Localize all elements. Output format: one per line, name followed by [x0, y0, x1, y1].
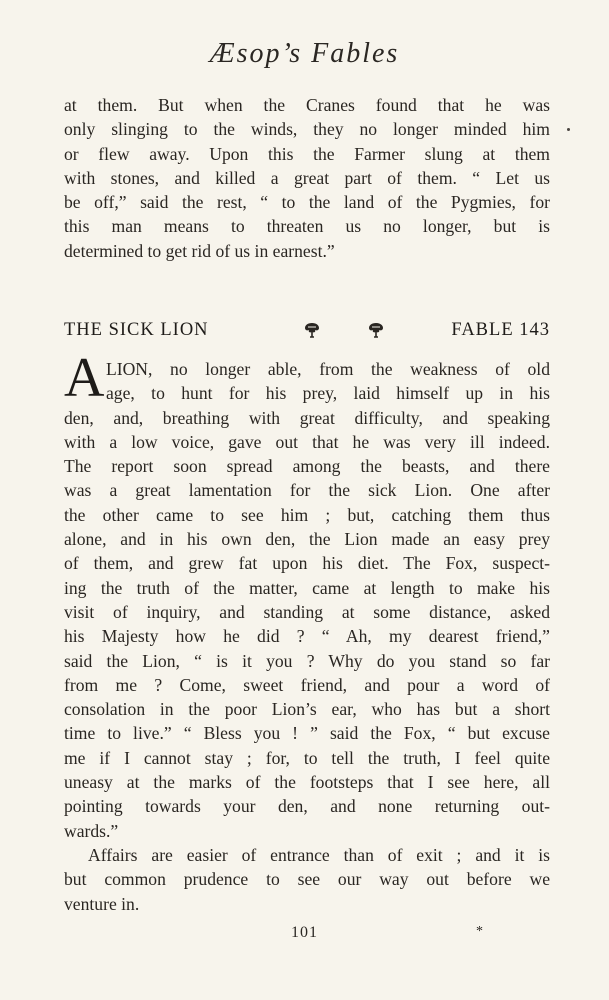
text-line: The report soon spread among the beasts, and there: [64, 456, 550, 477]
text-line: visit of inquiry, and standing at some distance, asked: [64, 601, 550, 622]
fable-number: FABLE 143: [451, 320, 550, 340]
text-line: from me ? Come, sweet friend, and pour a word of: [64, 674, 550, 695]
text-line: his Majesty how he did ? “ Ah, my dearest friend,”: [64, 626, 550, 647]
text-line: was a great lamentation for the sick Lion. One after: [64, 480, 550, 501]
text-line: consolation in the poor Lion’s ear, who has but a short: [64, 699, 550, 720]
text-line: determined to get rid of us in earnest.”: [64, 240, 335, 261]
text-line: age, to hunt for his prey, laid himself up in his: [106, 383, 550, 404]
carryover-paragraph: [64, 93, 550, 263]
text-line: only slinging to the winds, they no longer minded him: [64, 119, 550, 140]
text-line: said the Lion, “ is it you ? Why do you stand so far: [64, 650, 550, 671]
running-head: Æsop’s Fables: [209, 38, 400, 69]
moral-line: Affairs are easier of entrance than of exit ; and it is: [88, 845, 550, 865]
moral-line: venture in.: [64, 893, 140, 914]
fable-title: THE SICK LION: [64, 320, 209, 340]
signature-mark: *: [476, 924, 483, 939]
page-number: 101: [291, 924, 318, 941]
text-line: LION, no longer able, from the weakness of old: [106, 359, 550, 379]
fable-header: [64, 320, 550, 348]
moral-line: but common prudence to see our way out before we: [64, 869, 550, 890]
fleuron-icon: [366, 321, 386, 339]
text-line: uneasy at the marks of the footsteps that I see here, all: [64, 772, 550, 793]
text-line: alone, and in his own den, the Lion made an easy prey: [64, 529, 550, 550]
fable-body: [64, 357, 550, 843]
text-line: at them. But when the Cranes found that he was: [64, 95, 550, 115]
text-line: of them, and grew fat upon his diet. The Fox, suspect-: [64, 553, 550, 574]
drop-cap: A: [64, 347, 105, 409]
text-line: be off,” said the rest, “ to the land of the Pygmies, for: [64, 192, 550, 213]
text-line: me if I cannot stay ; for, to tell the truth, I feel quite: [64, 747, 550, 768]
text-line: with stones, and killed a great part of them. “ Let us: [64, 167, 550, 188]
text-line: time to live.” “ Bless you ! ” said the Fox, “ but excuse: [64, 723, 550, 744]
text-line: wards.”: [64, 820, 119, 841]
text-line: the other came to see him ; but, catching them thus: [64, 504, 550, 525]
text-line: with a low voice, gave out that he was very ill indeed.: [64, 431, 550, 452]
fable-moral: [64, 843, 550, 916]
text-line: pointing towards your den, and none returning out-: [64, 796, 550, 817]
text-line: ing the truth of the matter, came at length to make his: [64, 577, 550, 598]
text-line: den, and, breathing with great difficulty, and speaking: [64, 407, 550, 428]
text-line: or flew away. Upon this the Farmer slung at them: [64, 143, 550, 164]
paper-speck: [567, 128, 570, 131]
fleuron-icon: [302, 321, 322, 339]
text-line: this man means to threaten us no longer, but is: [64, 216, 550, 237]
